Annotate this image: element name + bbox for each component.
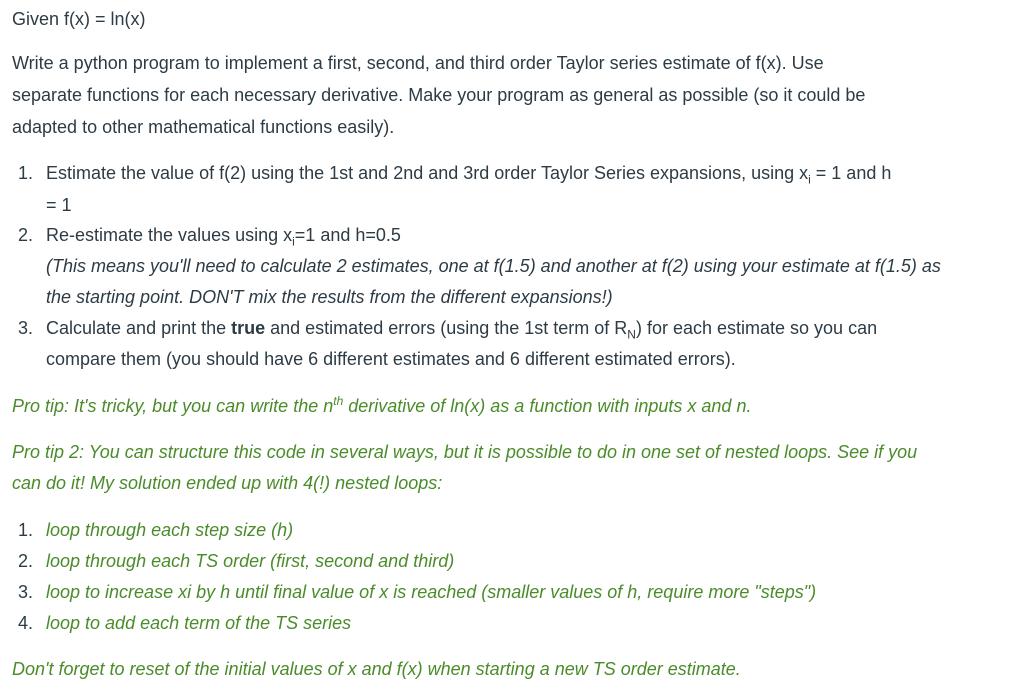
loop-4-text: loop to add each term of the TS series bbox=[46, 613, 352, 633]
task-3-continuation: compare them (you should have 6 different estimates and 6 different estimated errors). bbox=[46, 349, 736, 369]
reset-reminder: Don't forget to reset of the initial values of x and f(x) when starting a new TS order estimate. bbox=[12, 659, 741, 679]
loop-3-number: 3. bbox=[18, 582, 34, 602]
loop-4-number: 4. bbox=[18, 613, 34, 633]
task-1-text: Estimate the value of f(2) using the 1st and 2nd and 3rd order Taylor Series expansions, using $x_i = 1$ and h bbox=[46, 163, 892, 187]
task-2-note-line-1: (This means you'll need to calculate 2 estimates, one at f(1.5) and another at f(2) using your estimate at f(1.5) as bbox=[46, 256, 941, 276]
pro-tip-1: Pro tip: It's tricky, but you can write the $n^{th}$ derivative of ln(x) as a function with inputs x and n. bbox=[12, 394, 752, 416]
task-1-continuation: = 1 bbox=[46, 195, 72, 215]
intro-line-3: adapted to other mathematical functions easily). bbox=[12, 117, 395, 137]
loop-1-number: 1. bbox=[18, 520, 34, 540]
problem-title: Given f(x) = ln(x) bbox=[12, 9, 146, 29]
pro-tip-2-line-1: Pro tip 2: You can structure this code in several ways, but it is possible to do in one set of nested loops. See if you bbox=[12, 442, 918, 462]
task-2-number: 2. bbox=[18, 225, 34, 245]
pro-tip-2-line-2: can do it! My solution ended up with 4(!) nested loops: bbox=[12, 473, 443, 493]
loop-1-text: loop through each step size (h) bbox=[46, 520, 294, 540]
task-3-number: 3. bbox=[18, 318, 34, 338]
intro-line-2: separate functions for each necessary derivative. Make your program as general as possible (so it could be bbox=[12, 85, 866, 105]
task-2-text: Re-estimate the values using $x_i=1$ and h=0.5 bbox=[46, 225, 401, 249]
task-1-number: 1. bbox=[18, 163, 34, 183]
loop-3-text: loop to increase xi by h until final value of x is reached (smaller values of h, require more "steps") bbox=[46, 582, 817, 602]
intro-line-1: Write a python program to implement a first, second, and third order Taylor series estimate of f(x). Use bbox=[12, 53, 824, 73]
loop-2-number: 2. bbox=[18, 551, 34, 571]
task-2-note-line-2: the starting point. DON'T mix the results from the different expansions!) bbox=[46, 287, 613, 307]
task-3-text: Calculate and print the true and estimated errors (using the 1st term of $R_N$) for each estimate so you can bbox=[46, 318, 878, 342]
loop-2-text: loop through each TS order (first, second and third) bbox=[46, 551, 455, 571]
